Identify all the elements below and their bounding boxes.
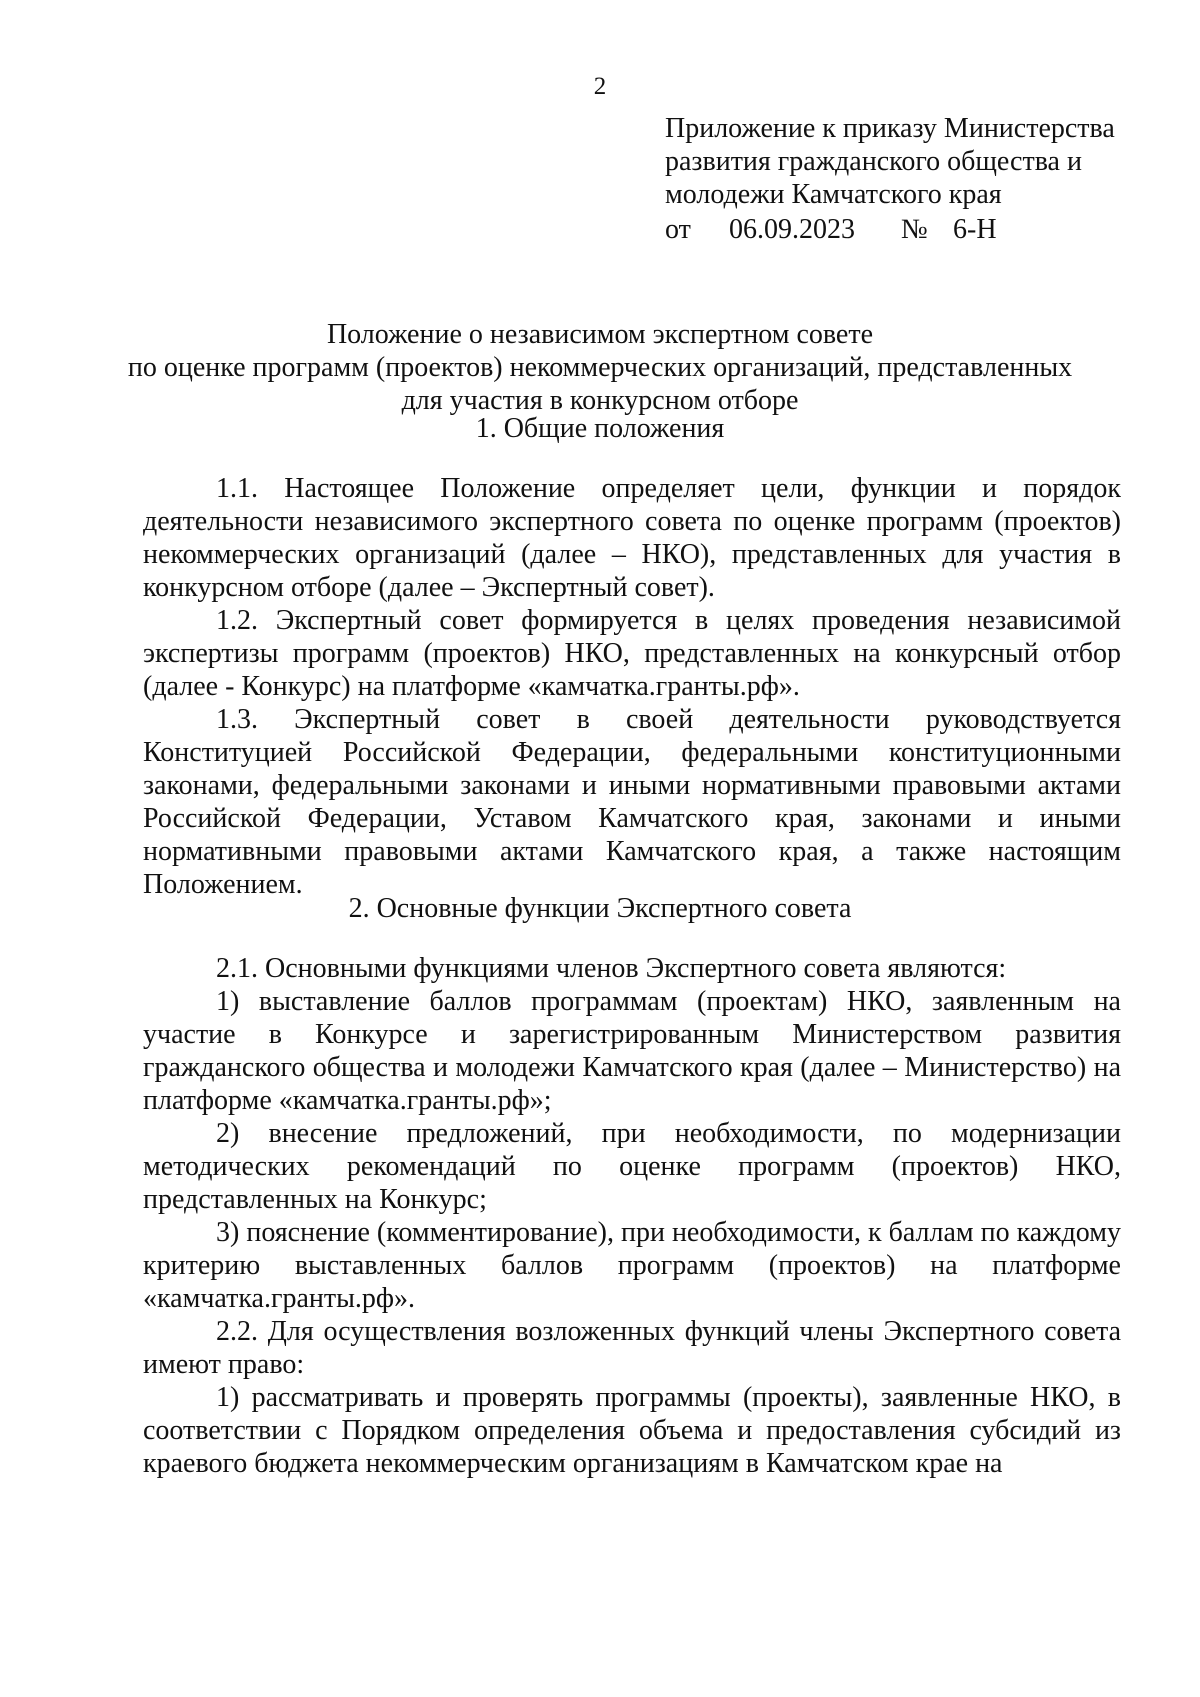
paragraph-1-3: 1.3. Экспертный совет в своей деятельности руководствуется Конституцией Российской Федерации, федеральными конституционными законами, федеральными законами и иными нормативными правовыми актами Российской Федерации, Уставом Камчатского края, законами и иными нормативными правовыми актами Камчатского края, а также настоящим Положением.	[143, 704, 1121, 900]
section-1-heading: 1. Общие положения	[475, 413, 725, 444]
section-2-heading: 2. Основные функции Экспертного совета	[348, 893, 852, 924]
title-line-1: Положение о независимом экспертном совете	[326, 319, 874, 350]
paragraph-2-1: 2.1. Основными функциями членов Экспертного совета являются:	[216, 953, 1007, 984]
paragraph-1-1: 1.1. Настоящее Положение определяет цели, функции и порядок деятельности независимого экспертного совета по оценке программ (проектов) некоммерческих организаций (далее – НКО), представленных для участия в конкурсном отборе (далее – Экспертный совет).	[143, 473, 1121, 603]
appendix-line-3: молодежи Камчатского края	[665, 179, 1002, 210]
order-number: 6-Н	[953, 214, 997, 245]
paragraph-2-1-item-1: 1) выставление баллов программам (проектам) НКО, заявленным на участие в Конкурсе и зарегистрированным Министерством развития гражданского общества и молодежи Камчатского края (далее – Министерство) на платформе «камчатка.гранты.рф»;	[143, 986, 1121, 1116]
document-title	[0, 318, 1200, 417]
title-line-2: по оценке программ (проектов) некоммерческих организаций, представленных	[127, 352, 1073, 383]
number-sign: №	[901, 214, 928, 245]
appendix-line-2: развития гражданского общества и	[665, 146, 1082, 177]
appendix-header	[665, 112, 1165, 246]
order-date: 06.09.2023	[729, 214, 855, 245]
appendix-line-1: Приложение к приказу Министерства	[665, 113, 1115, 144]
order-date-number	[665, 213, 1165, 246]
paragraph-1-2: 1.2. Экспертный совет формируется в целях проведения независимой экспертизы программ (проектов) НКО, представленных на конкурсный отбор (далее - Конкурс) на платформе «камчатка.гранты.рф».	[143, 605, 1121, 702]
from-label: от	[665, 214, 691, 245]
paragraph-2-2: 2.2. Для осуществления возложенных функций члены Экспертного совета имеют право:	[143, 1316, 1121, 1380]
section-1-body	[143, 472, 1121, 901]
section-2-body	[143, 952, 1121, 1480]
paragraph-2-1-item-3: 3) пояснение (комментирование), при необходимости, к баллам по каждому критерию выставленных баллов программ (проектов) на платформе «камчатка.гранты.рф».	[143, 1217, 1121, 1314]
paragraph-2-1-item-2: 2) внесение предложений, при необходимости, по модернизации методических рекомендаций по оценке программ (проектов) НКО, представленных на Конкурс;	[143, 1118, 1121, 1215]
paragraph-2-2-item-1: 1) рассматривать и проверять программы (проекты), заявленные НКО, в соответствии с Порядком определения объема и предоставления субсидий из краевого бюджета некоммерческим организациям в Камчатском крае на	[143, 1382, 1121, 1479]
page-number: 2	[593, 73, 607, 100]
title-line-3: для участия в конкурсном отборе	[401, 385, 799, 416]
